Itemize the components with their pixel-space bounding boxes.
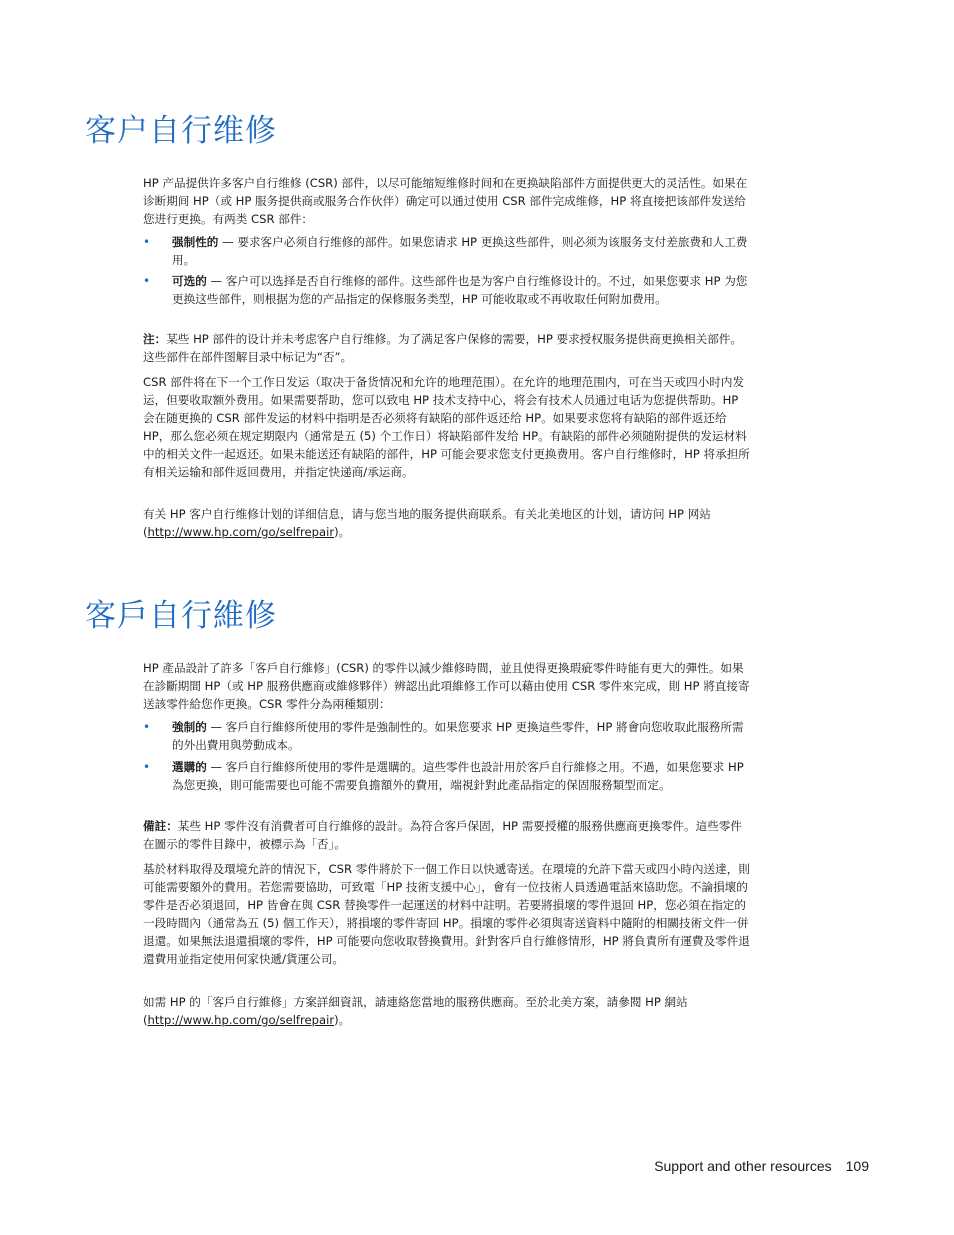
note-label: 備註： — [143, 819, 178, 833]
bullet-item — [143, 758, 753, 812]
section-title-simplified: 客户自行维修 — [85, 113, 277, 149]
bullet-text — [172, 758, 754, 794]
bullet-icon: • — [143, 235, 151, 249]
intro-text: HP 产品提供许多客户自行维修 (CSR) 部件，以尽可能缩短维修时间和在更换缺陷部件方面提供更大的灵活性。如果在诊断期间 HP（或 HP 服务提供商或服务合作伙伴）确定可以通过使用 CSR 部件完成维修，HP 将直接把该部件发送给您进行更换。有两类 CSR 部件： — [143, 176, 748, 226]
bullet-item — [143, 272, 753, 326]
shipping-paragraph — [143, 860, 753, 968]
intro-paragraph — [143, 659, 753, 713]
bullet-text — [172, 272, 754, 308]
intro-paragraph — [143, 174, 753, 228]
more-info-text: 有关 HP 客户自行维修计划的详细信息，请与您当地的服务提供商联系。有关北美地区的计划，请访问 HP 网站 ( — [143, 507, 711, 539]
bullet-icon: • — [143, 720, 151, 734]
intro-text: HP 產品設計了許多「客戶自行維修」(CSR) 的零件以減少維修時間，並且使得更換瑕疵零件時能有更大的彈性。如果在診斷期間 HP（或 HP 服務供應商或維修夥伴）辨認出此項維修工作可以藉由使用 CSR 零件來完成，則 HP 將直接寄送該零件給您作更換。CSR 零件分為兩種類別： — [143, 661, 750, 711]
bullet-term: 強制的 — [172, 720, 207, 734]
shipping-text: CSR 部件将在下一个工作日发运（取决于备货情况和允许的地理范围）。在允许的地理范围内，可在当天或四小时内发运，但要收取额外费用。如果需要帮助，您可以致电 HP 技术支持中心，将会有技术人员通过电话为您提供帮助。HP 会在随更换的 CSR 部件发运的材料中指明是否必须将有缺陷的部件返还给 HP。如果要求您将有缺陷的部件返还给 HP，那么您必须在规定期限内（通常是五 (5) 个工作日）将缺陷部件发给 HP。有缺陷的部件必须随附提供的发运材料中的相关文件一起返还。如果未能送还有缺陷的部件，HP 可能会要求您支付更换费用。客户自行维修时，HP 将承担所有相关运输和部件返回费用，并指定快递商/承运商。 — [143, 375, 750, 479]
bullet-term: 可选的 — [172, 274, 207, 288]
bullet-term: 强制性的 — [172, 235, 219, 249]
section-title-traditional: 客戶自行維修 — [85, 598, 277, 634]
more-info-paragraph — [143, 993, 753, 1029]
footer-text: Support and other resources — [654, 1158, 832, 1174]
selfrepair-link[interactable]: http://www.hp.com/go/selfrepair — [147, 1013, 335, 1027]
note-text: 某些 HP 零件沒有消費者可自行維修的設計。為符合客戶保固，HP 需要授權的服務供應商更換零件。這些零件在圖示的零件目錄中，被標示為「否」。 — [143, 819, 742, 851]
bullet-icon: • — [143, 760, 151, 774]
bullet-desc: — 客戶自行維修所使用的零件是選購的。這些零件也設計用於客戶自行維修之用。不過，如果您要求 HP 為您更換，則可能需要也可能不需要負擔額外的費用，端視針對此產品指定的保固服務類型而定。 — [172, 760, 744, 792]
selfrepair-link[interactable]: http://www.hp.com/go/selfrepair — [147, 525, 335, 539]
bullet-desc: — 客戶自行維修所使用的零件是強制性的。如果您要求 HP 更換這些零件，HP 將會向您收取此服務所需的外出費用與勞動成本。 — [172, 720, 744, 752]
more-info-text: 如需 HP 的「客戶自行維修」方案詳細資訊，請連絡您當地的服務供應商。至於北美方案，請參閱 HP 網站 ( — [143, 995, 688, 1027]
shipping-text: 基於材料取得及環境允許的情況下，CSR 零件將於下一個工作日以快遞寄送。在環境的允許下當天或四小時內送達，則可能需要額外的費用。若您需要協助，可致電「HP 技術支援中心」，會有一位技術人員透過電話來協助您。不論損壞的零件是否必須退回，HP 皆會在與 CSR 替換零件一起運送的材料中註明。若要將損壞的零件退回 HP，您必須在指定的一段時間內（通常為五 (5) 個工作天），將損壞的零件寄回 HP。損壞的零件必須與寄送資料中隨附的相關技術文件一併退還。如果無法退還損壞的零件，HP 可能要向您收取替換費用。針對客戶自行維修情形，HP 將負責所有運費及零件退還費用並指定使用何家快遞/貨運公司。 — [143, 862, 750, 966]
bullet-desc: — 要求客户必须自行维修的部件。如果您请求 HP 更换这些部件，则必须为该服务支付差旅费和人工费用。 — [172, 235, 748, 267]
bullet-item — [143, 233, 753, 269]
more-info-end: )。 — [334, 525, 351, 539]
bullet-term: 選購的 — [172, 760, 207, 774]
note-text: 某些 HP 部件的设计并未考虑客户自行维修。为了满足客户保修的需要，HP 要求授权服务提供商更换相关部件。这些部件在部件图解目录中标记为“否”。 — [143, 332, 742, 364]
more-info-end: )。 — [334, 1013, 351, 1027]
more-info-paragraph — [143, 505, 753, 541]
note-paragraph — [143, 330, 753, 366]
shipping-paragraph — [143, 373, 753, 481]
bullet-desc: — 客户可以选择是否自行维修的部件。这些部件也是为客户自行维修设计的。不过，如果您要求 HP 为您更换这些部件，则根据为您的产品指定的保修服务类型，HP 可能收取或不再收取任何附加费用。 — [172, 274, 748, 306]
note-paragraph — [143, 817, 753, 853]
page-number: 109 — [845, 1158, 869, 1174]
page-footer — [654, 1158, 869, 1174]
bullet-icon: • — [143, 274, 151, 288]
note-label: 注： — [143, 332, 167, 346]
bullet-item — [143, 718, 753, 754]
bullet-text — [172, 718, 754, 754]
bullet-text — [172, 233, 754, 269]
